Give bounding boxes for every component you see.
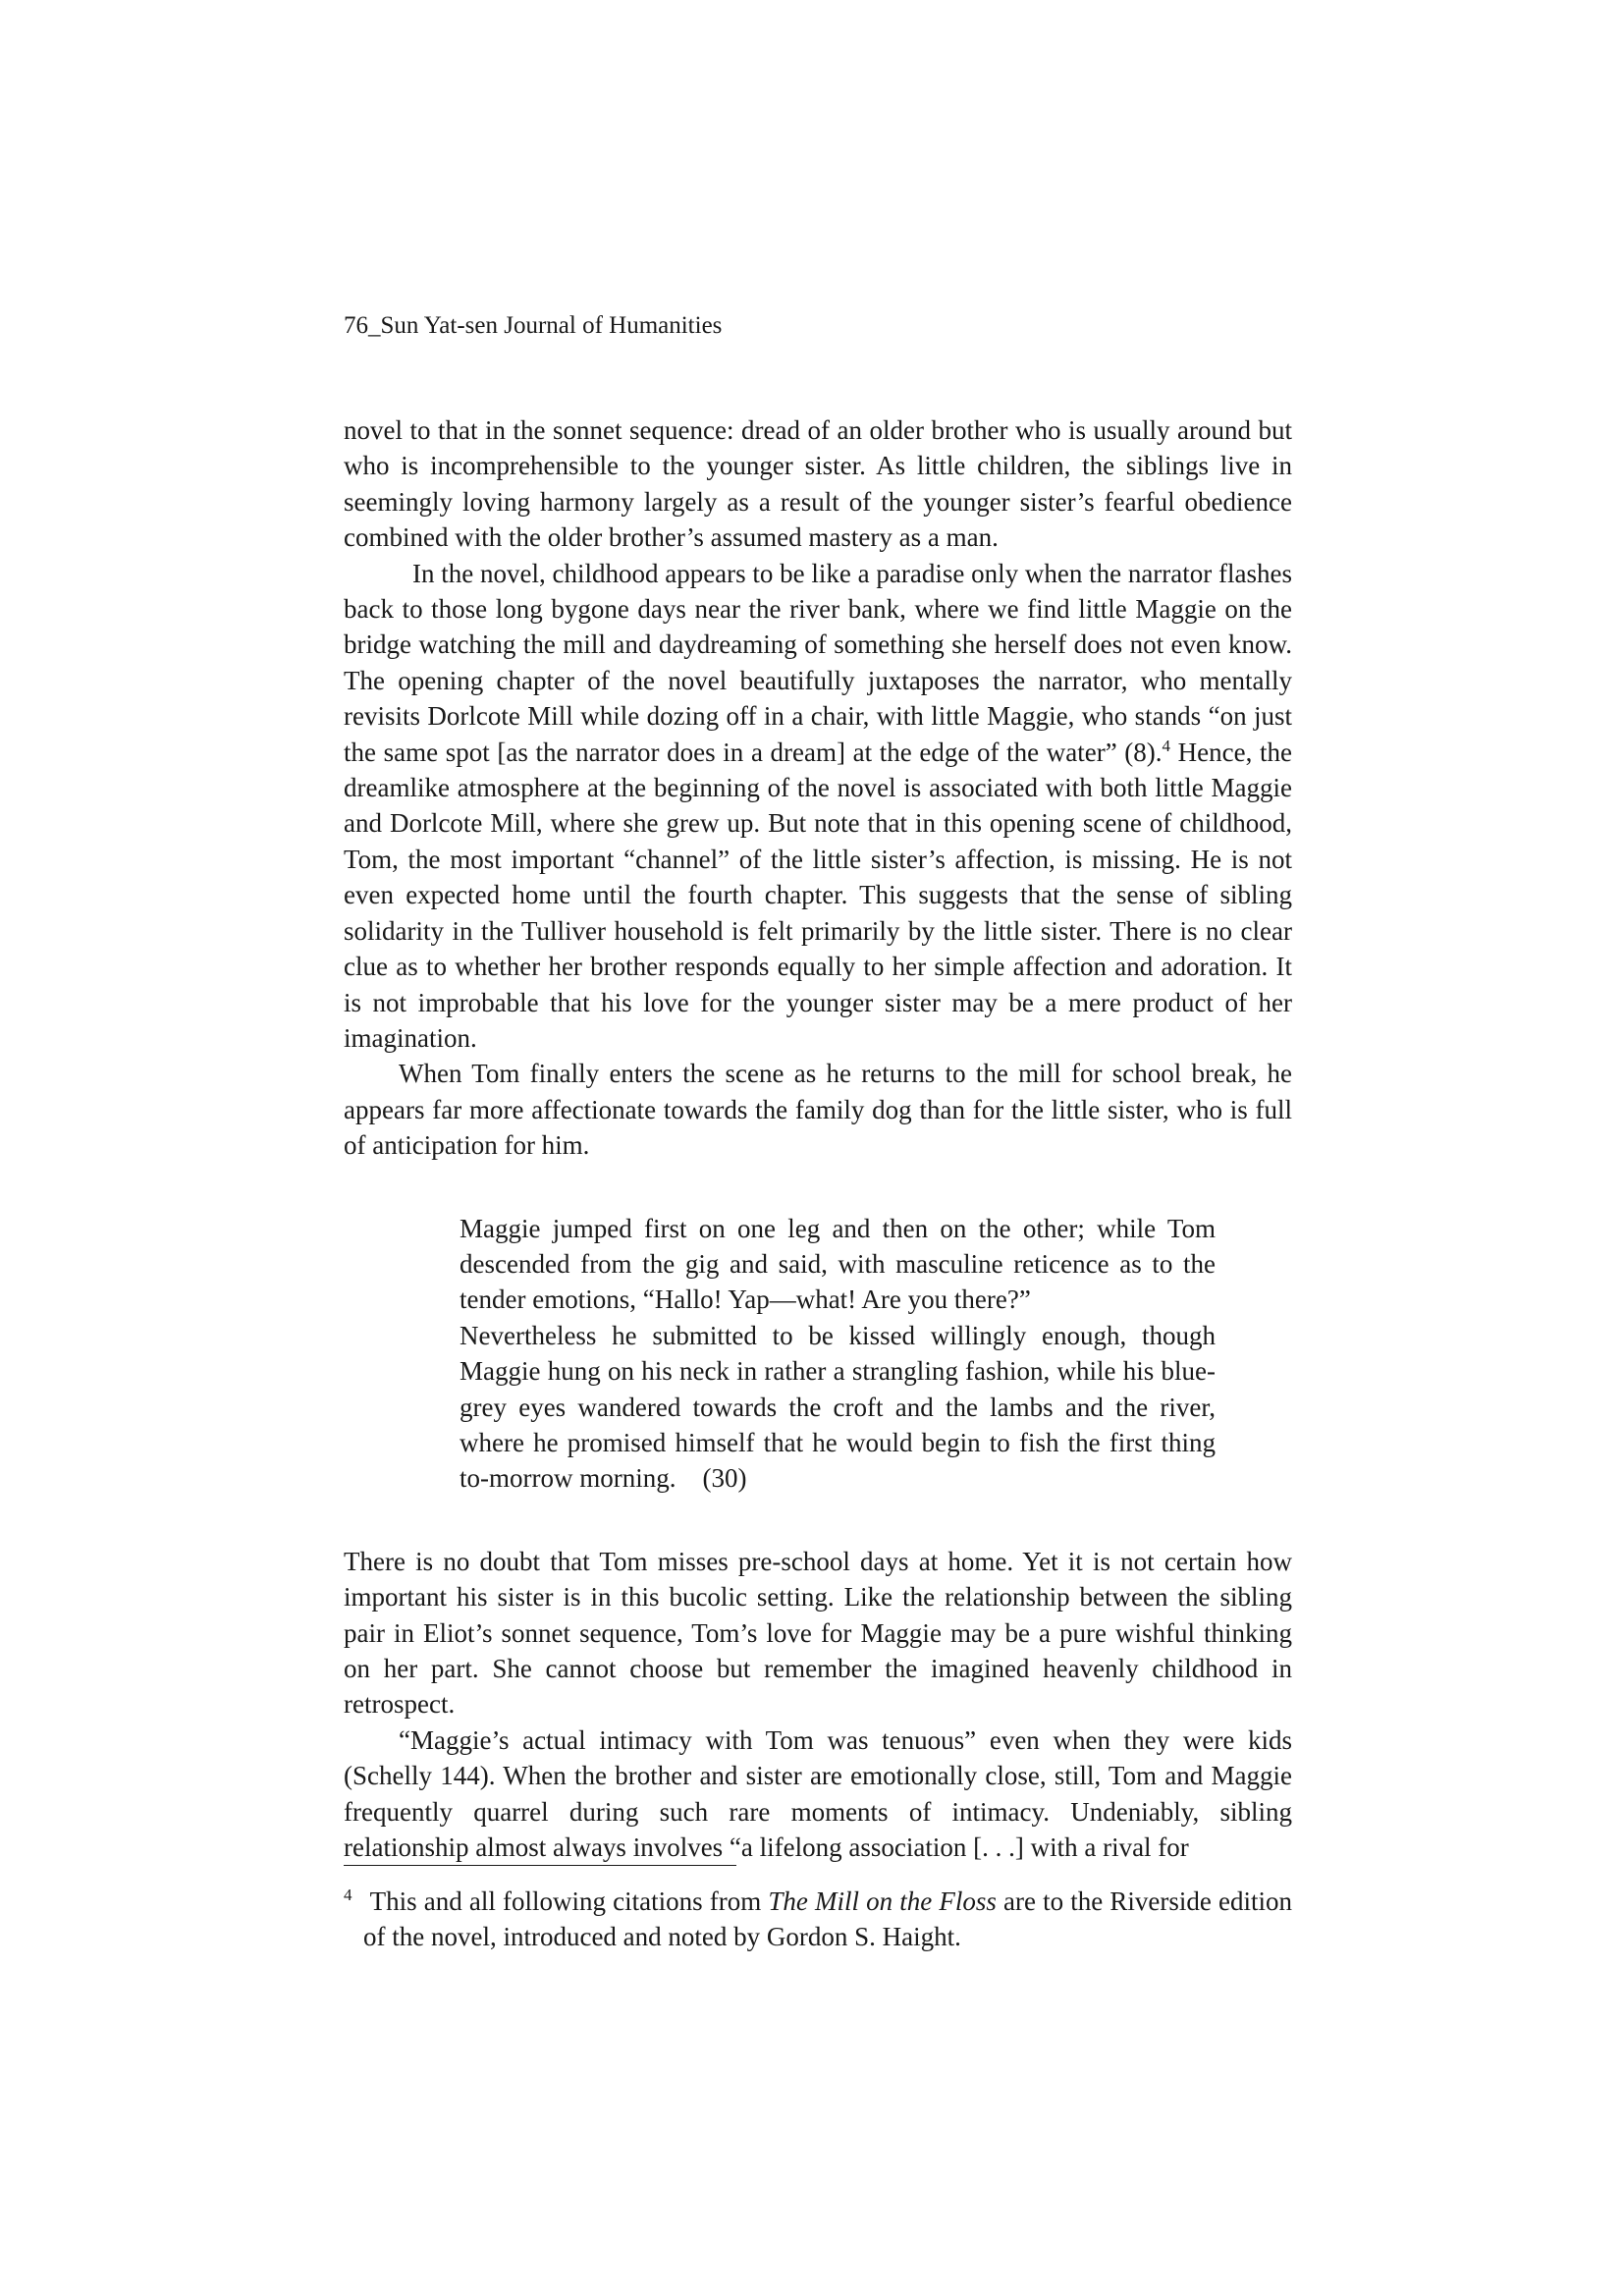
quote-citation: (30) [702, 1463, 747, 1494]
running-head: 76_Sun Yat-sen Journal of Humanities [344, 312, 723, 339]
footnote-number-text: 4 [344, 1886, 352, 1904]
paragraph-2-part-2: Hence, the dreamlike atmosphere at the beginning of the novel is associated with both little Maggie and Dorlcote Mill, where she grew up. But note that in this opening scene of childhood, Tom, the most important “channel” of the little sister’s affection, is missing. He is not even expected home until the fourth chapter. This suggests that the sense of sibling solidarity in the Tulliver household is felt primarily by the little sister. There is no clear clue as to whether her brother responds equally to her simple affection and adoration. It is not improbable that his love for the younger sister may be a mere product of her imagination. [344, 737, 1292, 1053]
footnote-number [344, 1884, 363, 1919]
paragraph-2 [344, 556, 1292, 1057]
paragraph-5: “Maggie’s actual intimacy with Tom was tenuous” even when they were kids (Schelly 144). When the brother and sister are emotionally close, still, Tom and Maggie frequently quarrel during such rare moments of intimacy. Undeniably, sibling relationship almost always involves “a lifelong association [. . .] with a rival for [344, 1724, 1292, 1863]
paragraph-3: When Tom finally enters the scene as he returns to the mill for school break, he appears far more affectionate towards the family dog than for the little sister, who is full of anticipation for him. [344, 1059, 1292, 1161]
block-quote [460, 1211, 1216, 1497]
body-text [344, 412, 1292, 1865]
footnote-divider [344, 1865, 736, 1866]
footnote-text-1: This and all following citations from [369, 1886, 769, 1916]
footnote-4 [344, 1884, 1292, 1955]
footnote-reference: 4 [1162, 736, 1171, 755]
block-quote-text-2: Nevertheless he submitted to be kissed willingly enough, though Maggie hung on his neck in rather a strangling fashion, while his blue-grey eyes wandered towards the croft and the lambs and the river, where he promised himself that he would begin to fish the first thing to-morrow morning. [460, 1320, 1216, 1494]
block-quote-line-1: Maggie jumped first on one leg and then on the other; while Tom descended from the gig and said, with masculine reticence as to the tender emotions, “Hallo! Yap—what! Are you there?” [460, 1213, 1216, 1315]
paragraph-2-part-1: In the novel, childhood appears to be like a paradise only when the narrator flashes back to those long bygone days near the river bank, where we find little Maggie on the bridge watching the mill and daydreaming of something she herself does not even know. The opening chapter of the novel beautifully juxtaposes the narrator, who mentally revisits Dorlcote Mill while dozing off in a chair, with little Maggie, who stands “on just the same spot [as the narrator does in a dream] at the edge of the water” (8). [344, 558, 1292, 767]
block-quote-line-2 [460, 1318, 1216, 1497]
paragraph-1: novel to that in the sonnet sequence: dread of an older brother who is usually around but who is incomprehensible to the younger sister. As little children, the siblings live in seemingly loving harmony largely as a result of the younger sister’s fearful obedience combined with the older brother’s assumed mastery as a man. [344, 415, 1292, 553]
footnote-book-title: The Mill on the Floss [768, 1886, 997, 1916]
paragraph-4: There is no doubt that Tom misses pre-school days at home. Yet it is not certain how important his sister is in this bucolic setting. Like the relationship between the sibling pair in Eliot’s sonnet sequence, Tom’s love for Maggie may be a pure wishful thinking on her part. She cannot choose but remember the imagined heavenly childhood in retrospect. [344, 1546, 1292, 1720]
footnote-text-2: are to the Riverside edition of the novel, introduced and noted by Gordon S. Haight. [363, 1886, 1292, 1952]
footnote [344, 1884, 1292, 1955]
